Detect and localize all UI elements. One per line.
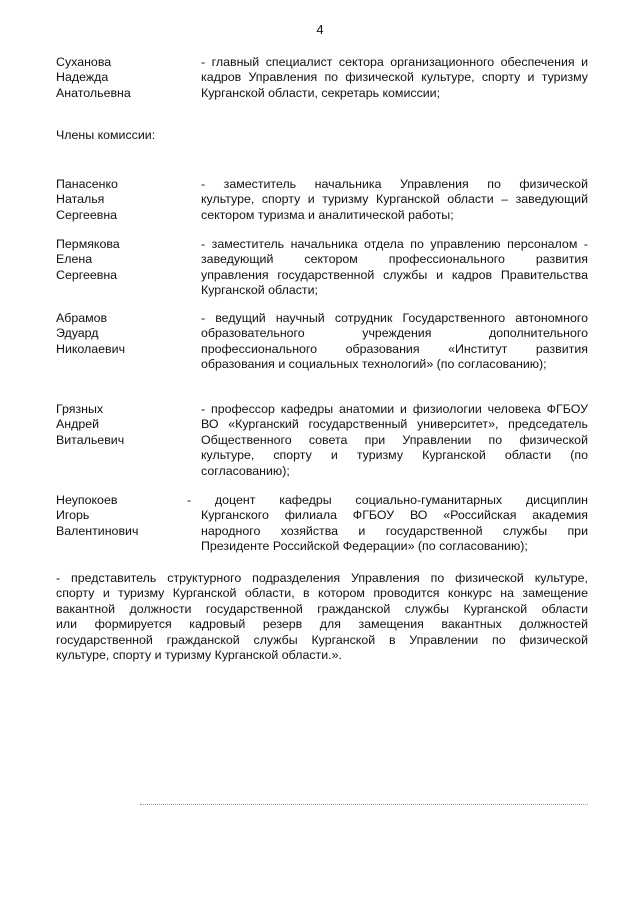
surname: Неупокоев xyxy=(56,493,118,507)
role-line: согласованию); xyxy=(201,463,290,478)
closing-paragraph xyxy=(56,571,588,663)
role-line: - главный специалист сектора организационного обеспечения и xyxy=(201,55,588,69)
role-line: - доцент кафедры социально-гуманитарных дисциплин xyxy=(187,493,588,507)
role-line: Курганской области, секретарь комиссии; xyxy=(201,85,441,100)
patronymic: Николаевич xyxy=(56,341,126,356)
patronymic: Сергеевна xyxy=(56,207,118,222)
role-line: заведующий сектором профессионального развития xyxy=(201,252,588,267)
role-line: кадров Управления по физической культуре, спорту и туризму xyxy=(201,70,588,85)
role-line: народного хозяйства и государственной службы при xyxy=(201,523,588,538)
first-name: Эдуард xyxy=(56,326,99,341)
role-line: Президенте Российской Федерации» (по согласованию); xyxy=(201,539,528,554)
role-line: образовательного учреждения дополнительного xyxy=(201,326,588,341)
role-line: профессионального образования «Институт развития xyxy=(201,341,588,356)
person-name xyxy=(56,402,196,448)
scan-artifact-line xyxy=(140,804,588,805)
role-line: культуре, спорту и туризму Курганской области – заведующий xyxy=(201,192,588,207)
role-line: ВО «Курганский государственный университет», председатель xyxy=(201,417,588,432)
first-name: Игорь xyxy=(56,508,90,523)
person-role xyxy=(201,237,588,299)
person-role xyxy=(201,402,588,479)
person-name xyxy=(56,311,196,357)
members-heading: Члены комиссии: xyxy=(56,128,156,142)
role-line: - заместитель начальника Управления по физической xyxy=(201,177,588,191)
surname: Грязных xyxy=(56,402,104,416)
role-line: управления государственной службы и кадров Правительства xyxy=(201,267,588,282)
role-line: образования и социальных технологий» (по согласованию); xyxy=(201,357,547,372)
paragraph-line: - представитель структурного подразделения Управления по физической культуре, xyxy=(56,571,588,585)
paragraph-line: вакантной должности государственной гражданской службы Курганской области xyxy=(56,601,588,616)
patronymic: Анатольевна xyxy=(56,85,131,100)
patronymic: Витальевич xyxy=(56,432,125,447)
paragraph-line: спорту и туризму Курганской области, в котором проводится конкурс на замещение xyxy=(56,586,588,601)
person-role xyxy=(201,55,588,101)
person-role xyxy=(201,311,588,373)
surname: Пермякова xyxy=(56,237,120,251)
paragraph-line: государственной гражданской службы Курганской в Управлении по физической xyxy=(56,632,588,647)
first-name: Елена xyxy=(56,252,93,267)
role-line: Курганской области; xyxy=(201,283,318,298)
patronymic: Валентинович xyxy=(56,523,139,538)
person-name xyxy=(56,177,196,223)
person-role xyxy=(201,177,588,223)
patronymic: Сергеевна xyxy=(56,267,118,282)
role-line: Общественного совета при Управлении по физической xyxy=(201,432,588,447)
page-number: 4 xyxy=(316,22,324,37)
person-name xyxy=(56,493,196,539)
paragraph-line: или формируется кадровый резерв для замещения вакантных должностей xyxy=(56,617,588,632)
role-line: - профессор кафедры анатомии и физиологии человека ФГБОУ xyxy=(201,402,588,416)
surname: Суханова xyxy=(56,55,112,69)
role-line: культуре, спорту и туризму Курганской области (по xyxy=(201,448,588,463)
paragraph-line: культуре, спорту и туризму Курганской области.». xyxy=(56,648,342,663)
first-name: Наталья xyxy=(56,192,105,207)
person-name xyxy=(56,55,196,101)
role-line: - заместитель начальника отдела по управлению персоналом - xyxy=(201,237,588,251)
role-line: - ведущий научный сотрудник Государственного автономного xyxy=(201,311,588,325)
role-line: Курганского филиала ФГБОУ ВО «Российская академия xyxy=(201,508,588,523)
surname: Панасенко xyxy=(56,177,118,191)
role-line: сектором туризма и аналитической работы; xyxy=(201,207,454,222)
first-name: Надежда xyxy=(56,70,109,85)
first-name: Андрей xyxy=(56,417,100,432)
person-role xyxy=(187,493,588,555)
person-name xyxy=(56,237,196,283)
surname: Абрамов xyxy=(56,311,108,325)
